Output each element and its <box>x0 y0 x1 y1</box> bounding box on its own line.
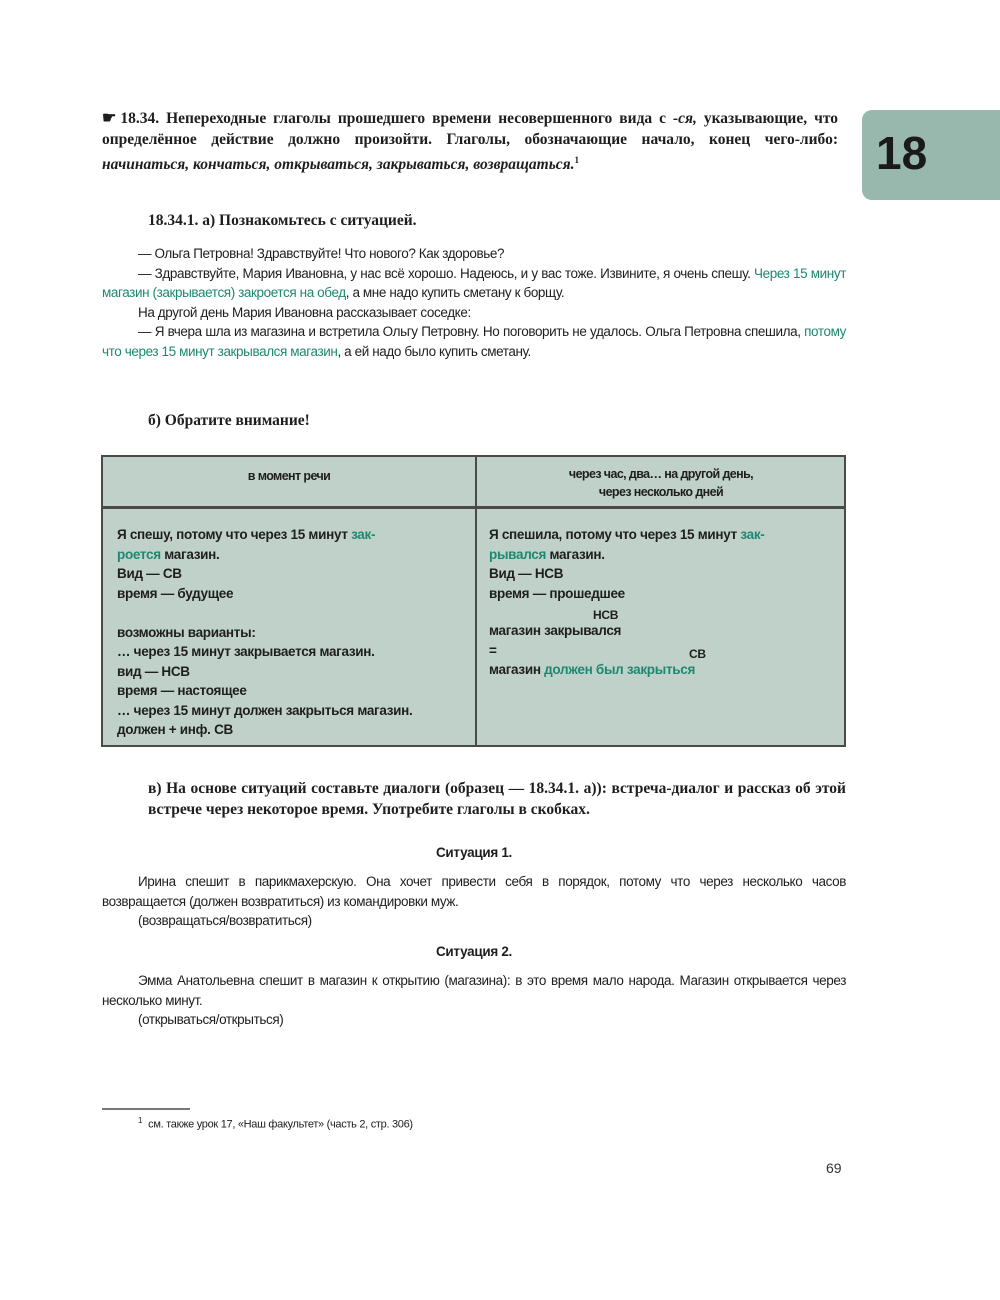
right-aspect: Вид — НСВ <box>489 566 564 581</box>
left-variants-label: возможны варианты: <box>117 624 256 640</box>
situation-1-title: Ситуация 1. <box>435 845 513 860</box>
right-phrase2: магазин <box>489 662 545 677</box>
chapter-tab <box>862 110 1000 200</box>
situation-2-body <box>102 971 846 1030</box>
right-phrase1: магазин закрывался <box>489 623 622 638</box>
section-number: 18.34. <box>120 110 160 127</box>
right-line1: Я спешила, потому что через 15 минут <box>489 527 741 542</box>
left-highlight-b: роется <box>117 546 161 562</box>
dialogue-line-2: — Здравствуйте, Мария Ивановна, у нас всё хорошо. Надеюсь, и у вас тоже. Извините, я очень спешу. <box>138 265 755 281</box>
section-suffix: -ся, <box>672 110 697 127</box>
situation-1-verbs: (возвращаться/возвратиться) <box>138 913 312 928</box>
right-label-sv: СВ <box>689 646 706 661</box>
comparison-table <box>101 455 846 747</box>
dialogue-line-1: — Ольга Петровна! Здравствуйте! Что нового? Как здоровье? <box>138 246 505 261</box>
situation-1-body <box>102 872 846 931</box>
right-line2: магазин. <box>546 546 605 562</box>
page-number: 69 <box>826 1160 842 1176</box>
right-highlight-b: рывался <box>489 546 547 562</box>
section-heading <box>102 108 838 175</box>
left-line1: Я спешу, потому что через 15 минут <box>117 527 352 542</box>
footnote-rule <box>102 1108 190 1110</box>
table-header-col1: в момент речи <box>247 469 331 483</box>
right-highlight-c: должен был закрыться <box>544 662 696 677</box>
left-tense: время — будущее <box>117 585 234 601</box>
situation-1-text: Ирина спешит в парикмахерскую. Она хочет привести себя в порядок, потому что через несколько часов возвращается (должен возвратиться) из командировки муж. <box>102 874 846 909</box>
left-highlight-a: зак- <box>351 527 376 542</box>
dialogue-block <box>102 244 846 361</box>
dialogue-line-2-end: , а мне надо купить сметану к борщу. <box>345 285 565 300</box>
pointing-hand-icon: ☛ <box>102 110 117 127</box>
situation-2-title: Ситуация 2. <box>435 944 513 959</box>
table-divider-horizontal <box>103 506 844 509</box>
left-variant1-aspect: вид — НСВ <box>117 663 190 679</box>
left-variant2: … через 15 минут должен закрыться магазин. <box>117 702 413 718</box>
left-aspect: Вид — СВ <box>117 566 182 581</box>
footnote-text: см. также урок 17, «Наш факультет» (часть 2, стр. 306) <box>148 1118 413 1131</box>
task-b-heading: б) Обратите внимание! <box>148 412 310 429</box>
left-variant1-tense: время — настоящее <box>117 683 247 698</box>
section-verbs: начинаться, кончаться, открываться, закрываться, возвращаться. <box>102 156 575 174</box>
footnote-ref[interactable]: 1 <box>574 155 580 165</box>
header-col2-line2: через несколько дней <box>598 485 724 499</box>
dialogue-highlight-2: потому что через 15 минут закрывался магазин <box>102 324 846 359</box>
header-col2-line1: через час, два… на другой день, <box>568 467 754 481</box>
dialogue-line-4: — Я вчера шла из магазина и встретила Ольгу Петровну. Но поговорить не удалось. Ольга Петровна спешила, <box>138 324 805 339</box>
situation-2-text: Эмма Анатольевна спешит в магазин к открытию (магазина): в это время мало народа. Магазин открывается через несколько минут. <box>102 973 846 1008</box>
dialogue-line-4-end: , а ей надо было купить сметану. <box>337 343 531 359</box>
dialogue-highlight-1: Через 15 минут магазин (закрывается) закроется на обед <box>102 265 846 300</box>
footnote-marker: 1 <box>138 1116 143 1125</box>
section-title-cont: указывающие, что определённое действие должно произойти. Глаголы, обозначающие начало, конец чего-либо: <box>102 110 838 148</box>
table-header-col2 <box>477 465 845 501</box>
right-label-nsv: НСВ <box>593 608 619 622</box>
left-variant1: … через 15 минут закрывается магазин. <box>117 644 375 659</box>
task-c-heading: в) На основе ситуаций составьте диалоги (образец — 18.34.1. а)): встреча-диалог и рассказ об этой встрече через некоторое время. Употребите глаголы в скобках. <box>148 780 846 818</box>
situation-2-verbs: (открываться/открыться) <box>138 1012 284 1027</box>
section-title: Непереходные глаголы прошедшего времени несовершенного вида с <box>166 110 673 127</box>
task-a-heading: 18.34.1. а) Познакомьтесь с ситуацией. <box>148 212 417 229</box>
footnote <box>138 1116 413 1131</box>
right-equals: = <box>489 642 497 658</box>
left-line2: магазин. <box>160 546 220 562</box>
table-cell-left <box>117 525 467 740</box>
right-highlight-a: зак- <box>740 527 765 542</box>
chapter-number: 18 <box>876 127 928 179</box>
narration-line: На другой день Мария Ивановна рассказывает соседке: <box>138 304 471 320</box>
left-variant2-formula: должен + инф. СВ <box>117 722 233 737</box>
table-cell-right <box>489 525 839 680</box>
right-tense: время — прошедшее <box>489 585 625 601</box>
